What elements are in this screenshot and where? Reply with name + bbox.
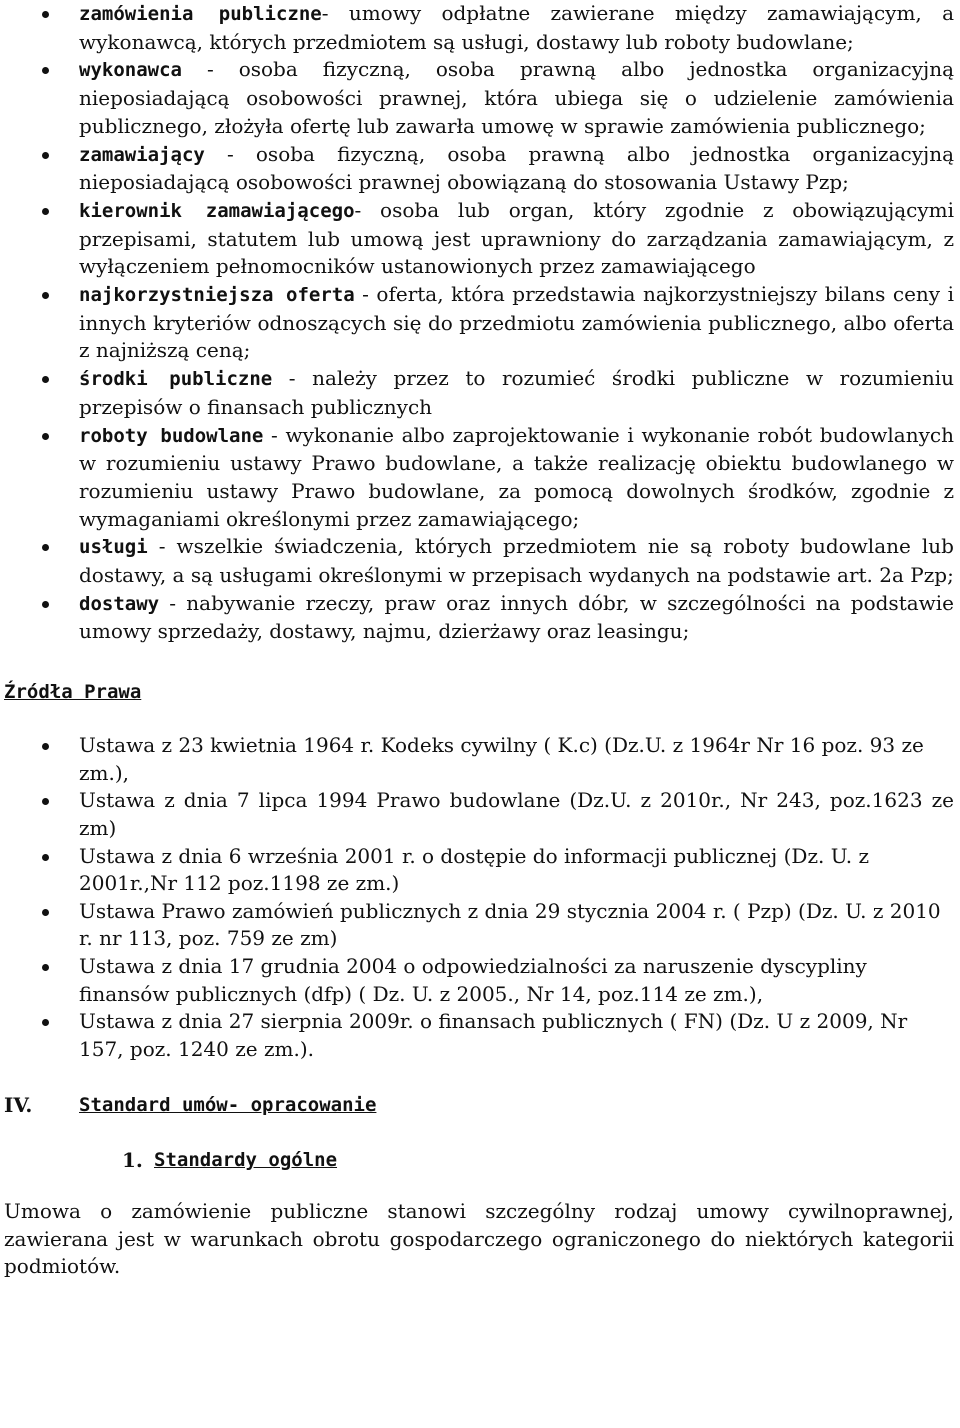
source-text: Ustawa z dnia 6 września 2001 r. o dostępie do informacji publicznej (Dz. U. z 2001r.,Nr 112 poz.1198 ze zm.) [79, 843, 869, 896]
definition-term: dostawy [79, 592, 160, 615]
definition-item [4, 590, 954, 646]
definition-item [4, 422, 954, 534]
source-text: Ustawa z dnia 7 lipca 1994 Prawo budowlane (Dz.U. z 2010r., Nr 243, poz.1623 ze zm) [79, 788, 954, 840]
bullet-icon [42, 601, 49, 608]
definition-item [4, 281, 954, 365]
definition-term: roboty budowlane [79, 424, 264, 447]
bullet-icon [42, 152, 49, 159]
bullet-icon [42, 208, 49, 215]
definition-term: najkorzystniejsza oferta [79, 284, 355, 307]
sources-list [4, 706, 954, 1063]
source-item [4, 898, 954, 953]
definitions-list [4, 0, 954, 646]
bullet-icon [42, 964, 49, 971]
bullet-icon [42, 11, 49, 18]
bullet-icon [42, 67, 49, 74]
chapter-number: IV. [4, 1093, 33, 1118]
source-item [4, 1008, 954, 1063]
bullet-icon [42, 1019, 49, 1026]
definition-item [4, 56, 954, 140]
definition-item [4, 365, 954, 421]
definition-item [4, 197, 954, 281]
definition-text: - osoba fizyczną, osoba prawną albo jednostka organizacyjną nieposiadającą osobowości prawnej obowiązaną do stosowania Ustawy Pzp; [79, 141, 954, 195]
subchapter-number: 1. [122, 1148, 143, 1173]
definition-text: - nabywanie rzeczy, praw oraz innych dóbr, w szczególności na podstawie umowy sprzedaży, dostawy, najmu, dzierżawy oraz leasingu; [79, 590, 954, 644]
source-item [4, 732, 954, 787]
bullet-icon [42, 743, 49, 750]
bullet-icon [42, 909, 49, 916]
definition-term: zamawiający [79, 143, 205, 166]
definition-term: usługi [79, 536, 148, 559]
definition-text: - wszelkie świadczenia, których przedmiotem nie są roboty budowlane lub dostawy, a są usługami określonymi w przepisach wydanych na podstawie art. 2a Pzp; [79, 534, 954, 588]
source-item [4, 953, 954, 1008]
bullet-icon [42, 433, 49, 440]
sources-heading: Źródła Prawa [4, 681, 142, 704]
source-text: Ustawa z dnia 17 grudnia 2004 o odpowiedzialności za naruszenie dyscypliny finansów publicznych (dfp) ( Dz. U. z 2005., Nr 14, poz.114 ze zm.), [79, 953, 867, 1006]
definition-term: środki publiczne [79, 368, 273, 391]
body-paragraph: Umowa o zamówienie publiczne stanowi szczególny rodzaj umowy cywilnoprawnej, zawierana jest w warunkach obrotu gospodarczego ograniczonego do niektórych kategorii podmiotów. [4, 1199, 954, 1279]
definition-item [4, 141, 954, 197]
chapter-title: Standard umów- opracowanie [79, 1094, 377, 1117]
source-text: Ustawa z dnia 27 sierpnia 2009r. o finansach publicznych ( FN) (Dz. U z 2009, Nr 157, poz. 1240 ze zm.). [79, 1009, 908, 1061]
definition-text: - wykonanie albo zaprojektowanie i wykonanie robót budowlanych w rozumieniu ustawy Prawo budowlane, a także realizację obiektu budowlanego w rozumieniu ustawy Prawo budowlane, za pomocą dowolnych środków, zgodnie z wymaganiami określonymi przez zamawiającego; [79, 422, 954, 531]
definition-term: wykonawca [79, 59, 182, 82]
definition-text: - należy przez to rozumieć środki publiczne w rozumieniu przepisów o finansach publicznych [79, 366, 954, 419]
definition-term: zamówienia publiczne [79, 3, 322, 25]
bullet-icon [42, 798, 49, 805]
source-text: Ustawa Prawo zamówień publicznych z dnia 29 stycznia 2004 r. ( Pzp) (Dz. U. z 2010 r. nr 113, poz. 759 ze zm) [79, 898, 941, 951]
definition-item [4, 533, 954, 589]
bullet-icon [42, 376, 49, 383]
definition-term: kierownik zamawiającego [79, 199, 355, 222]
subchapter-heading [4, 1146, 954, 1174]
bullet-icon [42, 544, 49, 551]
source-item [4, 843, 954, 898]
subchapter-title: Standardy ogólne [154, 1149, 338, 1172]
definition-text: - osoba fizyczną, osoba prawną albo jednostka organizacyjną nieposiadającą osobowości prawnej, która ubiega się o udzielenie zamówienia publicznego, złożyła ofertę lub zawarła umowę w sprawie zamówienia publicznego; [79, 57, 954, 138]
bullet-icon [42, 854, 49, 861]
definition-text: - oferta, która przedstawia najkorzystniejszy bilans ceny i innych kryteriów odnoszących się do przedmiotu zamówienia publicznego, albo oferta z najniższą ceną; [79, 282, 954, 363]
source-item [4, 787, 954, 842]
definition-item [4, 0, 954, 56]
definition-text: - umowy odpłatne zawierane między zamawiającym, a wykonawcą, których przedmiotem są usługi, dostawy lub roboty budowlane; [79, 1, 955, 54]
chapter-heading [4, 1091, 954, 1119]
source-text: Ustawa z 23 kwietnia 1964 r. Kodeks cywilny ( K.c) (Dz.U. z 1964r Nr 16 poz. 93 ze zm.), [79, 733, 924, 785]
definition-text: - osoba lub organ, który zgodnie z obowiązującymi przepisami, statutem lub umową jest uprawniony do zarządzania zamawiającym, z wyłączeniem pełnomocników ustanowionych przez zamawiającego [79, 197, 954, 279]
bullet-icon [42, 292, 49, 299]
